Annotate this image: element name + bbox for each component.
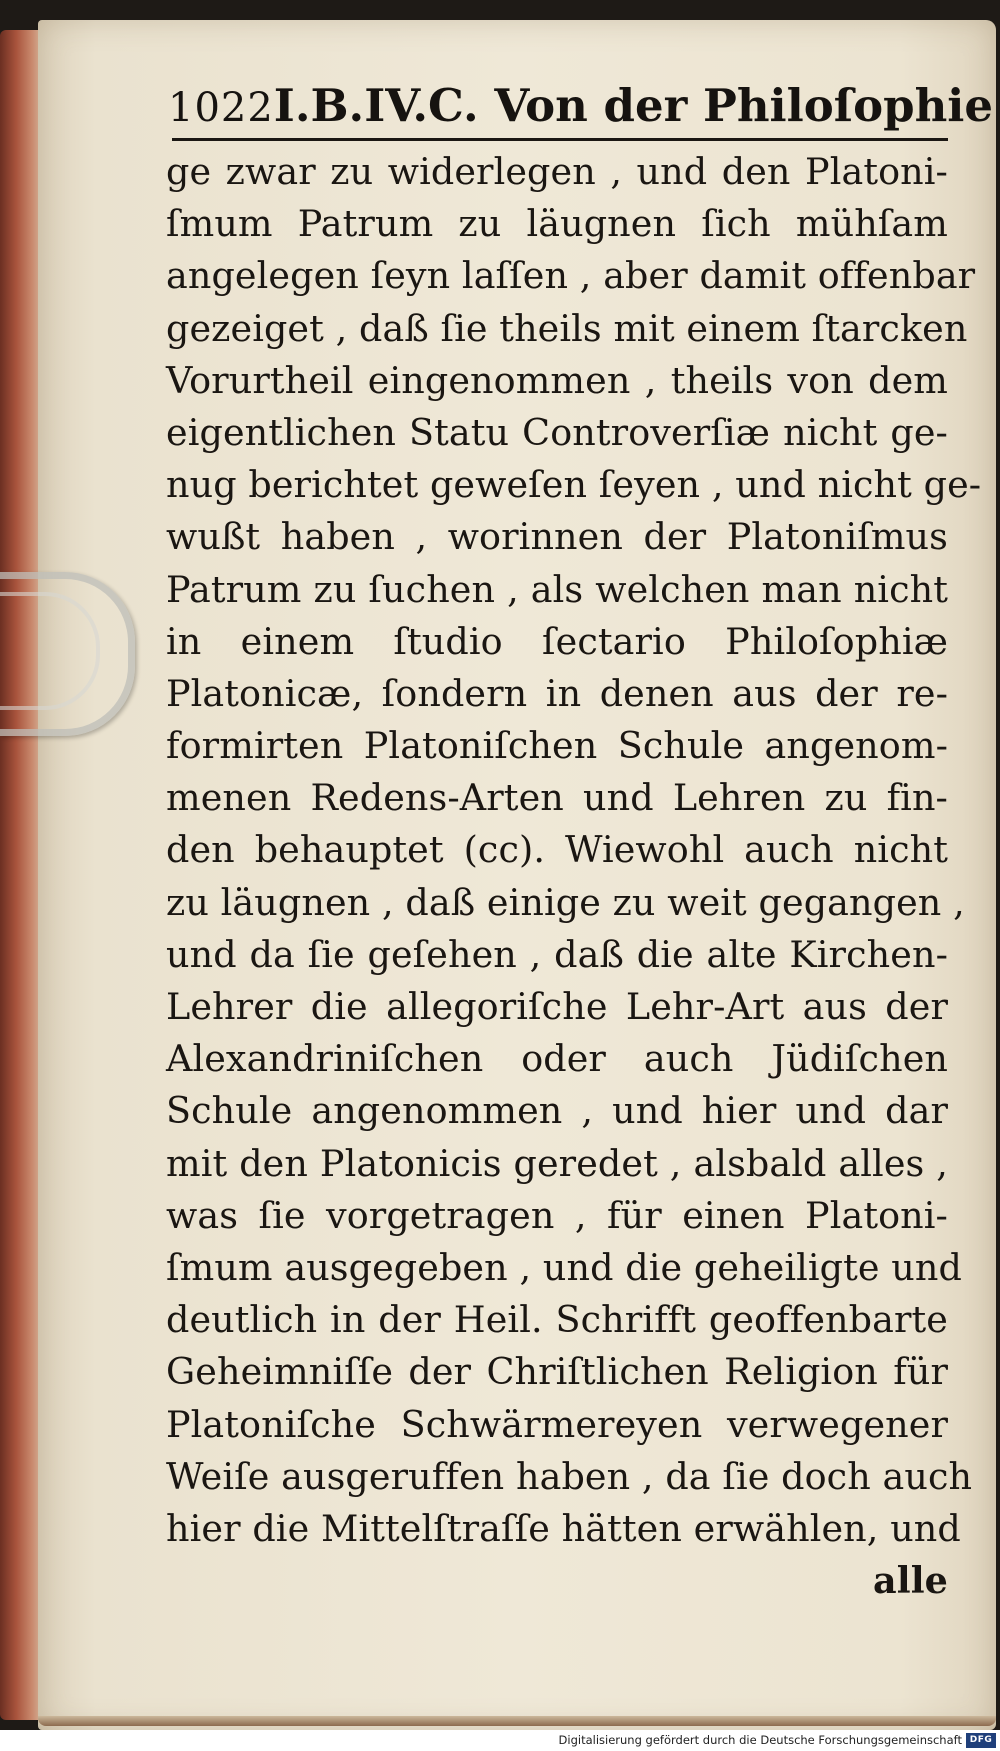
text-line: wußt haben , worinnen der Platoniſmus: [166, 515, 948, 559]
page-number: 1022: [168, 85, 274, 131]
funding-credit: Digitalisierung gefördert durch die Deutsche Forschungsgemeinschaft: [558, 1733, 962, 1747]
text-line: mit den Platonicis geredet , alsbald alles ,: [166, 1141, 948, 1185]
dfg-logo: DFG: [966, 1733, 996, 1748]
text-line: ſmum Patrum zu läugnen ſich mühſam: [166, 202, 948, 246]
text-line: hier die Mittelſtraſſe hätten erwählen, und: [166, 1506, 961, 1550]
text-line: ſmum ausgegeben , und die geheiligte und: [166, 1245, 962, 1289]
text-line: zu läugnen , daß einige zu weit gegangen ,: [166, 880, 965, 924]
text-line: deutlich in der Heil. Schrifft geoffenbarte: [166, 1298, 948, 1342]
text-line: Schule angenommen , und hier und dar: [166, 1089, 948, 1133]
text-line: und da ſie geſehen , daß die alte Kirchen-: [166, 932, 948, 976]
running-head: [168, 78, 994, 136]
text-line: in einem ſtudio ſectario Philoſophiæ: [166, 619, 948, 663]
text-line: menen Redens-Arten und Lehren zu fin-: [166, 776, 948, 820]
text-line: Weiſe ausgeruffen haben , da ſie doch auch: [166, 1454, 973, 1498]
text-line: Geheimniſſe der Chriſtlichen Religion für: [166, 1350, 948, 1394]
text-line: eigentlichen Statu Controverſiæ nicht ge-: [166, 410, 948, 454]
running-title: I.B.IV.C. Von der Philoſophie: [273, 79, 994, 132]
catchword: alle: [872, 1559, 948, 1603]
text-line: formirten Platoniſchen Schule angenom-: [166, 724, 948, 768]
text-line: Alexandriniſchen oder auch Jüdiſchen: [166, 1037, 948, 1081]
text-line: Vorurtheil eingenommen , theils von dem: [166, 358, 948, 402]
text-line: den behauptet (cc). Wiewohl auch nicht: [166, 828, 948, 872]
text-line: Platonicæ, ſondern in denen aus der re-: [166, 671, 948, 715]
page-clip-inner: [0, 592, 100, 710]
text-line: Patrum zu ſuchen , als welchen man nicht: [166, 567, 948, 611]
text-line: gezeiget , daß ſie theils mit einem ſtarcken: [166, 306, 968, 350]
page-bottom-edge: [38, 1716, 996, 1726]
text-line: was ſie vorgetragen , für einen Platoni-: [166, 1193, 948, 1237]
text-line: nug berichtet geweſen ſeyen , und nicht ge-: [166, 463, 982, 507]
text-line: ge zwar zu widerlegen , und den Platoni-: [166, 150, 948, 193]
body-text: [166, 146, 982, 1607]
footer-bar: [0, 1730, 1000, 1751]
header-rule: [172, 138, 948, 141]
text-line: angelegen ſeyn laſſen , aber damit offenbar: [166, 254, 976, 298]
text-line: Platoniſche Schwärmereyen verwegener: [166, 1402, 948, 1446]
text-line: Lehrer die allegoriſche Lehr-Art aus der: [166, 985, 948, 1028]
